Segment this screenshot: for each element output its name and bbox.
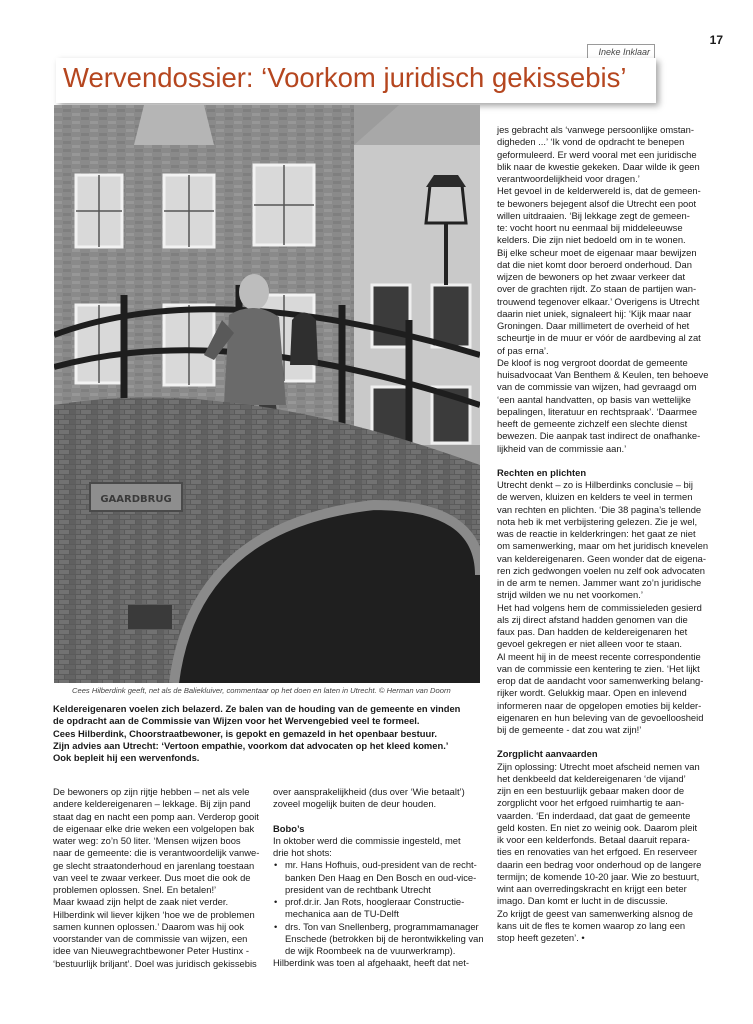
bullet-item: • drs. Ton van Snellenberg, programmamanager xyxy=(273,921,485,933)
text-line: Maar kwaad zijn helpt de zaak niet verder. xyxy=(53,896,229,908)
text-line: gevoel gekregen er niet alleen voor te staan. xyxy=(497,638,683,650)
column-3 xyxy=(497,124,722,944)
section-heading-rechten: Rechten en plichten xyxy=(497,466,587,478)
text-line: huisadvocaat Van Benthem & Keulen, ten behoeve xyxy=(497,369,709,380)
text-line: kans uit de fles te komen waarop zo lang een xyxy=(497,919,686,931)
intro-line: Zijn advies aan Utrecht: ‘Vertoon empathie, voorkom dat advocaten op het kleed komen.’ xyxy=(53,739,449,751)
intro-line: Cees Hilberdink, Choorstraatbewoner, is gepokt en gemazeld in het openbaar bestuur. xyxy=(53,727,437,739)
text-line: In oktober werd die commissie ingesteld, met xyxy=(273,834,461,846)
text-line: ‘bestuurlijk briljant’. Doel was juridisch gekissebis xyxy=(53,957,257,969)
bullet-item: • mr. Hans Hofhuis, oud-president van de recht- xyxy=(273,859,485,871)
text-line: als zij direct afstand hadden genomen van die xyxy=(497,613,688,625)
text-line: dat die niet komt door beroerd onderhoud. Dan xyxy=(497,258,692,270)
text-line: problemen oplossen. Snel. En betalen!’ xyxy=(53,884,217,895)
bridge-sign-text: GAARDBRUG xyxy=(100,494,172,505)
text-line: bewezen. Die aanpak tast indirect de onafhanke- xyxy=(497,430,701,442)
text-line: informeren naar de opgelopen emoties bij kelder- xyxy=(497,699,702,711)
text-line: ren zich gedwongen voelen nu zelf ook advocaten xyxy=(497,564,705,576)
text-line: drie hot shots: xyxy=(273,847,332,858)
bullet-continuation: president van de rechtbank Utrecht xyxy=(285,883,431,895)
text-line: het denkbeeld dat keldereigenaren ‘de vijand’ xyxy=(497,772,686,784)
text-line: termijn; de komende 10-20 jaar. Wie zo bestuurt, xyxy=(497,870,700,882)
page-number: 17 xyxy=(709,33,723,47)
text-line: de eigenaar elke drie weken een volgelopen bak xyxy=(53,822,255,834)
text-line: over aansprakelijkheid (dus over ‘Wie betaalt’) xyxy=(273,786,465,797)
text-line: strijd wilden we nu net voorkomen.’ xyxy=(497,589,643,601)
text-line: water weg: zo’n 50 liter. ‘Mensen wijzen boos xyxy=(53,835,241,846)
text-line: geformuleerd. Er werd vooral met een juridische xyxy=(497,148,697,160)
text-line: ties en renovaties van het erfgoed. En reserveer xyxy=(497,846,698,858)
text-line: van veel te zwaar verkeer. Dus moet die ook de xyxy=(53,871,251,883)
text-line: bepalingen, literatuur en rechtspraak’. ‘Daarmee xyxy=(497,405,698,417)
text-line: was de reactie in kelderkringen: het gaat ze niet xyxy=(497,528,696,539)
column-1 xyxy=(53,786,258,970)
text-line: van rechten en plichten. ‘Die 38 pagina’s tellende xyxy=(497,503,702,515)
text-line: Het had volgens hem de commissieleden gesierd xyxy=(497,601,702,613)
text-line: of pas erna’. xyxy=(497,344,549,356)
intro-line: Keldereigenaren voelen zich belazerd. Ze balen van de houding van de gemeente en vinden xyxy=(53,703,461,714)
text-line: van keldereigenaren. Geen wonder dat de eigena- xyxy=(497,552,707,564)
text-line: Zijn oplossing: Utrecht moet afscheid nemen van xyxy=(497,760,700,772)
text-line: Utrecht denkt – zo is Hilberdinks conclusie – bij xyxy=(497,479,693,490)
text-line: kelders. Die zijn niet bedoeld om in te wonen. xyxy=(497,234,686,246)
text-line: willen uitdraaien. ‘Bij lekkage zegt de gemeen- xyxy=(497,209,690,221)
text-line: staat dag en nacht een pomp aan. Verderop gooit xyxy=(53,810,259,822)
text-line: Al meent hij in de meest recente correspondentie xyxy=(497,650,701,662)
text-line: samen kunnen oplossen.’ Daarom was hij ook xyxy=(53,920,244,932)
text-line: imago. Dan komt er lucht in de discussie. xyxy=(497,895,668,907)
text-line: nota heb ik met verbijstering gelezen. Zie je wel, xyxy=(497,515,698,527)
text-line: Hilberdink wil liever kijken ‘hoe we de problemen xyxy=(53,908,255,920)
text-line: over de grachten rijdt. Zo staan de partijen wan- xyxy=(497,283,697,295)
text-line: te: vocht hoort nu eenmaal bij middeleeuwse xyxy=(497,222,683,233)
bullet-item: • prof.dr.ir. Jan Rots, hoogleraar Constructie- xyxy=(273,896,485,908)
text-line: Zo krijgt de geest van samenwerking alsnog de xyxy=(497,907,693,919)
intro-line: de opdracht aan de Commissie van Wijzen voor het Wervengebied veel te formeel. xyxy=(53,715,420,727)
text-line: geld kosten. En niet zo weinig ook. Daarom pleit xyxy=(497,821,698,833)
photo-caption: Cees Hilberdink geeft, net als de Baliekluiver, commentaar op het doen en laten in Utrecht. © Herman van Doorn xyxy=(72,686,451,695)
text-line: in de arm te nemen. Jammer want zo’n juridische xyxy=(497,577,702,588)
text-line: de werven, kluizen en kelders te veel in termen xyxy=(497,491,693,503)
text-line: heeft de gemeente zichzelf een slechte dienst xyxy=(497,418,688,429)
bullet-continuation: mechanica aan de TU-Delft xyxy=(285,908,399,920)
intro-line: Ook bepleit hij een wervenfonds. xyxy=(53,752,200,764)
text-line: wijzen de bewoners op het zwaar verkeer dat xyxy=(497,271,686,282)
text-line: Het gevoel in de kelderwereld is, dat de gemeen- xyxy=(497,185,701,197)
bullet-continuation: banken Den Haag en Den Bosch en oud-vice- xyxy=(285,871,477,883)
text-line: daarin niet uniek, signaleert hij: ‘Kijk maar naar xyxy=(497,307,692,319)
text-line: andere keldereigenaren – lekkage. Bij zijn pand xyxy=(53,798,251,810)
text-line: naar de gemeente: die is verantwoordelijk vanwe- xyxy=(53,847,260,859)
title-box xyxy=(56,58,656,103)
text-line: faux pas. Dan hadden de keldereigenaren het xyxy=(497,626,688,637)
text-line: voorstander van de commissie van wijzen, een xyxy=(53,933,248,944)
bullet-continuation: de wijk Roombeek na de vuurwerkramp). xyxy=(285,945,456,956)
text-line: wint aan overredingskracht en krijgt een beter xyxy=(497,883,687,894)
article-intro xyxy=(53,703,483,764)
text-line: lijkheid van de commissie aan.’ xyxy=(497,442,627,454)
author-tag: Ineke Inklaar xyxy=(587,44,655,60)
article-title: Wervendossier: ‘Voorkom juridisch gekissebis’ xyxy=(63,62,627,93)
text-line: digheden ...’ ‘Ik vond de opdracht te benepen xyxy=(497,136,685,148)
text-line: verantwoordelijkheid voor dragen.’ xyxy=(497,173,640,184)
text-line: trouwend tegenover elkaar.’ Overigens is Utrecht xyxy=(497,295,700,307)
bullet-continuation: Enschede (betrokken bij de herontwikkeling van xyxy=(285,932,484,944)
text-line: zoveel mogelijk buiten de deur houden. xyxy=(273,798,437,810)
text-line: zorgplicht voor het erfgoed ruimhartig te aan- xyxy=(497,797,685,809)
text-line: te bewoners bejegent alsof die Utrecht een poot xyxy=(497,197,697,209)
text-line: van de commissie van wijzen, had gevraagd om xyxy=(497,381,697,393)
text-line: De kloof is nog vergroot doordat de gemeente xyxy=(497,356,688,368)
text-line: De bewoners op zijn rijtje hebben – net als vele xyxy=(53,786,250,797)
text-line: idee van Nieuwegrachtbewoner Peter Hustinx - xyxy=(53,945,249,957)
article-photo xyxy=(54,105,480,683)
text-line: Groningen. Daar millimetert de overheid of het xyxy=(497,320,690,331)
text-line: om samenwerking, maar om het juridisch knevelen xyxy=(497,540,709,552)
text-line: daarin een bedrag voor onderhoud op de langere xyxy=(497,858,702,870)
text-line: van de commissie een kentering te zien. ‘Het lijkt xyxy=(497,662,700,674)
text-line: bij de gemeente - dat zou wat zijn!’ xyxy=(497,724,642,735)
text-line: ‘een aantal handvatten, op basis van wettelijke xyxy=(497,393,691,405)
text-line: rijker wordt. Gelukkig maar. Open en inlevend xyxy=(497,687,687,699)
section-heading-bobos: Bobo’s xyxy=(273,822,305,834)
text-line: Hilberdink was toen al afgehaakt, heeft dat net- xyxy=(273,957,469,969)
section-heading-zorgplicht: Zorgplicht aanvaarden xyxy=(497,748,598,760)
column-2 xyxy=(273,786,485,970)
text-line: jes gebracht als ‘vanwege persoonlijke omstan- xyxy=(497,124,694,135)
text-line: zijn en een bestuurlijk gebaar maken door de xyxy=(497,785,685,796)
text-line: erop dat de aandacht voor samenwerking belang- xyxy=(497,675,704,686)
text-line: Bij elke scheur moet de eigenaar maar bewijzen xyxy=(497,246,697,258)
text-line: stop heeft gezeten’. • xyxy=(497,932,585,943)
text-line: ik voor een kelderfonds. Betaal daaruit repara- xyxy=(497,834,690,845)
text-line: scheurtje in de muur er vóór de aardbeving al zat xyxy=(497,332,701,344)
text-line: eigenaren en hun beleving van de gevoelloosheid xyxy=(497,711,704,723)
text-line: ge slecht straatonderhoud en jarenlang toestaan xyxy=(53,859,255,871)
text-line: vaarden. ‘En inderdaad, dat gaat de gemeente xyxy=(497,809,691,821)
text-line: blik naar de kwestie gekeken. Daar wilde ik geen xyxy=(497,160,700,172)
